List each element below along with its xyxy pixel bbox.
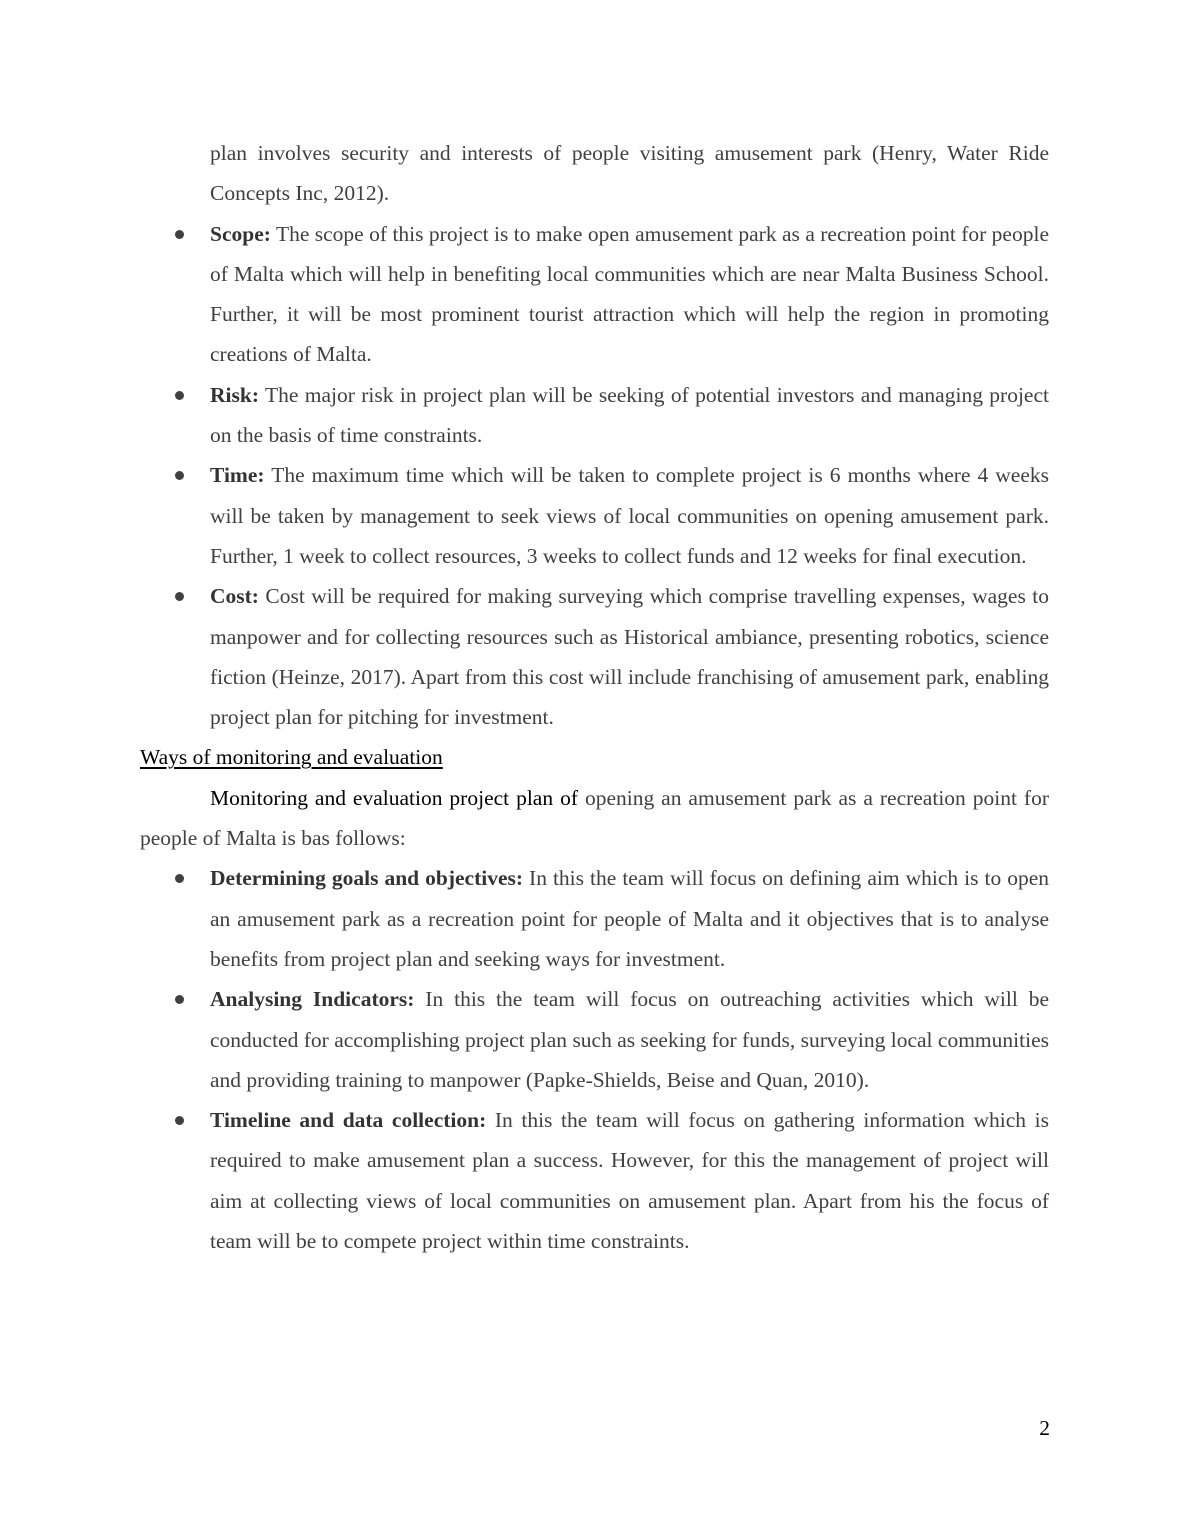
section-heading: Ways of monitoring and evaluation: [140, 745, 443, 770]
item-term: Scope:: [210, 221, 271, 246]
intro-paragraph: [140, 778, 1049, 859]
bullet-icon: [175, 230, 184, 239]
continuation-paragraph: plan involves security and interests of people visiting amusement park (Henry, Water Ride Concepts Inc, 2012).: [210, 141, 1049, 206]
list-item: [140, 979, 1049, 1100]
bullet-icon: [175, 1116, 184, 1125]
item-term: Time:: [210, 463, 265, 488]
page-content: [140, 133, 1049, 1261]
bullet-icon: [175, 471, 184, 480]
list-item: [140, 375, 1049, 456]
item-text: In this the team will focus on outreaching activities which will be conducted for accomplishing project plan such as seeking for funds, surveying local communities and providing training to manpower (Papke-Shields, Beise and Quan, 2010).: [210, 987, 1049, 1092]
item-text: The major risk in project plan will be seeking of potential investors and managing project on the basis of time constraints.: [210, 382, 1049, 448]
list-item: [140, 576, 1049, 737]
item-term: Cost:: [210, 584, 259, 609]
list-item: [140, 1100, 1049, 1261]
item-text: The scope of this project is to make open amusement park as a recreation point for people of Malta which will help in benefiting local communities which are near Malta Business School. Further, it will be most prominent tourist attraction which will help the region in promoting creations of Malta.: [210, 221, 1049, 367]
bullet-icon: [175, 391, 184, 400]
intro-rest: opening an amusement park as a recreation point for people of Malta is bas follows:: [140, 785, 1049, 851]
bullet-icon: [175, 592, 184, 601]
list-item: [140, 858, 1049, 979]
list-item: [140, 455, 1049, 576]
item-text: The maximum time which will be taken to complete project is 6 months where 4 weeks will be taken by management to seek views of local communities on opening amusement park. Further, 1 week to collect resources, 3 weeks to collect funds and 12 weeks for final execution.: [210, 463, 1049, 568]
bullet-icon: [175, 874, 184, 883]
list-item: [140, 214, 1049, 375]
bullet-icon: [175, 995, 184, 1004]
project-plan-list: [140, 214, 1049, 738]
page-number: 2: [1039, 1416, 1050, 1440]
item-text: In this the team will focus on gathering information which is required to make amusement plan a success. However, for this the management of project will aim at collecting views of local communities on amusement plan. Apart from his the focus of team will be to compete project within time constraints.: [210, 1108, 1049, 1254]
item-text: Cost will be required for making surveying which comprise travelling expenses, wages to manpower and for collecting resources such as Historical ambiance, presenting robotics, science fiction (Heinze, 2017). Apart from this cost will include franchising of amusement park, enabling project plan for pitching for investment.: [210, 584, 1049, 730]
monitoring-list: [140, 858, 1049, 1261]
item-term: Risk:: [210, 382, 259, 407]
item-text: In this the team will focus on defining aim which is to open an amusement park as a recreation point for people of Malta and it objectives that is to analyse benefits from project plan and seeking ways for investment.: [210, 866, 1049, 971]
item-term: Timeline and data collection:: [210, 1108, 487, 1133]
item-term: Determining goals and objectives:: [210, 866, 524, 891]
intro-lead: Monitoring and evaluation project plan of: [210, 785, 578, 810]
item-term: Analysing Indicators:: [210, 987, 415, 1012]
